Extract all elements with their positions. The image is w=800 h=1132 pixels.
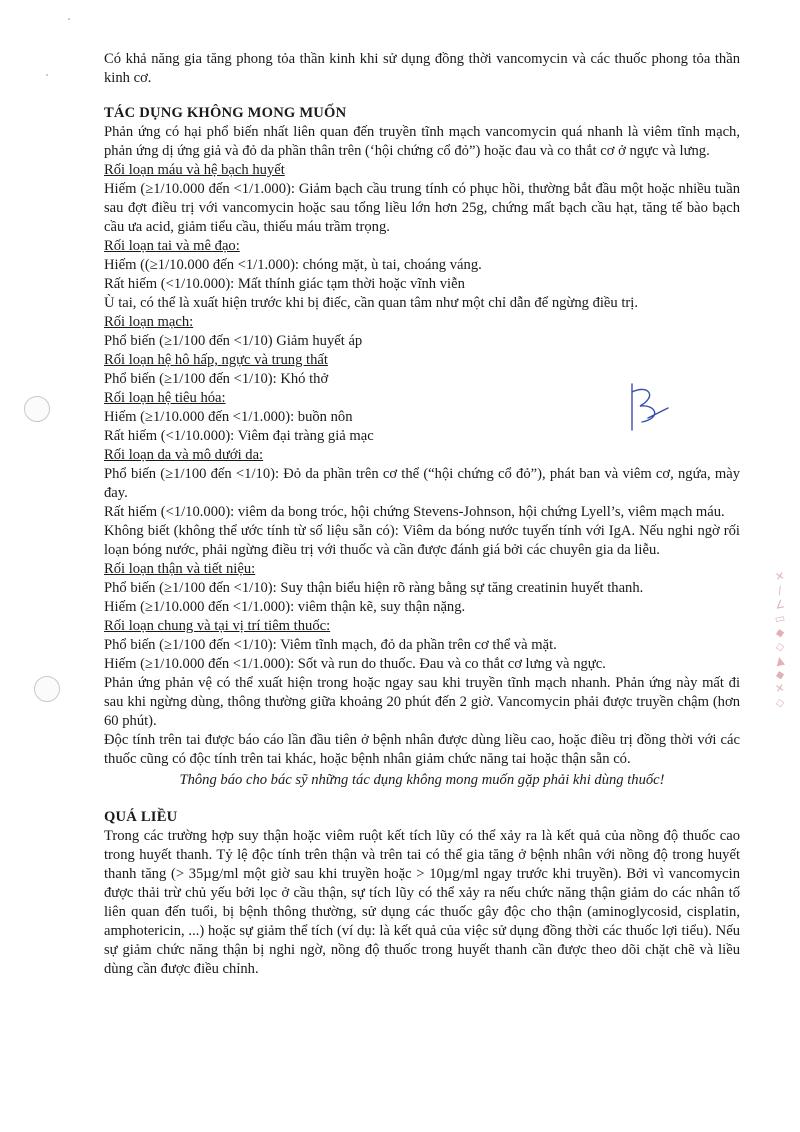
anaphylaxis-paragraph: Phản ứng phản vệ có thể xuất hiện trong hoặc ngay sau khi truyền tĩnh mạch nhanh. Phản ứng này mất đi sau khi ngừng dùng, thông thường giữa khoảng 20 phút đến 2 giờ. Vancomycin phải được truyền chậm (hơn 60 phút). (104, 675, 740, 729)
blood-disorders-rare: Hiếm (≥1/10.000 đến <1/1.000): Giảm bạch cầu trung tính có phục hồi, thường bắt đầu một hoặc nhiều tuần sau đợt điều trị với vancomycin hoặc sau tổng liều lớn hơn 25g, chứng mất bạch cầu hạt, tăng tế bào bạch cầu ưa acid, giảm tiểu cầu, thiếu máu trầm trọng. (104, 181, 740, 235)
skin-disorders-heading: Rối loạn da và mô dưới da: (104, 447, 264, 463)
renal-disorders-common: Phổ biến (≥1/100 đến <1/10): Suy thận biểu hiện rõ ràng bằng sự tăng creatinin huyết thanh. (104, 580, 644, 596)
ear-disorders-note: Ù tai, có thể là xuất hiện trước khi bị điếc, cần quan tâm như một chỉ dẫn để ngừng điều trị. (104, 295, 638, 311)
respiratory-disorders-heading: Rối loạn hệ hô hấp, ngực và trung thất (104, 352, 328, 368)
renal-disorders-rare: Hiếm (≥1/10.000 đến <1/1.000): viêm thận kẽ, suy thận nặng. (104, 599, 466, 615)
overdose-heading: QUÁ LIỀU (104, 809, 178, 825)
blood-disorders-heading: Rối loạn máu và hệ bạch huyết (104, 162, 285, 178)
general-disorders-common: Phổ biến (≥1/100 đến <1/10): Viêm tĩnh mạch, đỏ da phần trên cơ thể và mặt. (104, 637, 557, 653)
renal-disorders-heading: Rối loạn thận và tiết niệu: (104, 561, 256, 577)
gi-disorders-heading: Rối loạn hệ tiêu hóa: (104, 390, 226, 406)
document-body (104, 50, 740, 979)
skin-disorders-common: Phổ biến (≥1/100 đến <1/10): Đỏ da phần trên cơ thể (“hội chứng cổ đỏ”), phát ban và viêm cơ, ngứa, mày đay. (104, 466, 740, 501)
punch-hole (24, 396, 50, 422)
skin-disorders-very-rare: Rất hiếm (<1/10.000): viêm da bong tróc, hội chứng Stevens-Johnson, hội chứng Lyell’s, viêm mạch máu. (104, 504, 725, 520)
adverse-effects-notice: Thông báo cho bác sỹ những tác dụng không mong muốn gặp phải khi dùng thuốc! (179, 772, 665, 788)
ototoxicity-paragraph: Độc tính trên tai được báo cáo lần đầu tiên ở bệnh nhân được dùng liều cao, hoặc điều trị đồng thời với các thuốc cũng có độc tính trên tai khác, hoặc bệnh nhân giảm chức năng tai hoặc thận sẵn có. (104, 732, 740, 767)
adverse-effects-heading: TÁC DỤNG KHÔNG MONG MUỐN (104, 105, 347, 121)
vascular-disorders-common: Phổ biến (≥1/100 đến <1/10) Giảm huyết áp (104, 333, 363, 349)
signature-mark (618, 378, 678, 438)
respiratory-disorders-common: Phổ biến (≥1/100 đến <1/10): Khó thở (104, 371, 329, 387)
scan-speck (68, 18, 70, 20)
ear-disorders-rare: Hiếm ((≥1/10.000 đến <1/1.000): chóng mặt, ù tai, choáng váng. (104, 257, 482, 273)
punch-hole (34, 676, 60, 702)
interaction-note: Có khả năng gia tăng phong tỏa thần kinh khi sử dụng đồng thời vancomycin và các thuốc phong tỏa thần kinh cơ. (104, 51, 740, 86)
gi-disorders-very-rare: Rất hiếm (<1/10.000): Viêm đại tràng giả mạc (104, 428, 374, 444)
ear-disorders-very-rare: Rất hiếm (<1/10.000): Mất thính giác tạm thời hoặc vĩnh viễn (104, 276, 465, 292)
general-disorders-heading: Rối loạn chung và tại vị trí tiêm thuốc: (104, 618, 331, 634)
gi-disorders-rare: Hiếm (≥1/10.000 đến <1/1.000): buồn nôn (104, 409, 353, 425)
ear-disorders-heading: Rối loạn tai và mê đạo: (104, 238, 240, 254)
overdose-paragraph: Trong các trường hợp suy thận hoặc viêm ruột kết tích lũy có thể xảy ra là kết quả của nồng độ thuốc cao trong huyết thanh. Tỷ lệ độc tính trên thận và trên tai có thể gia tăng ở bệnh nhân với nồng độ trong huyết thanh tăng (> 35µg/ml một giờ sau khi truyền hoặc > 10µg/ml ngay trước khi truyền). Bởi vì vancomycin được thải trừ chủ yếu bởi lọc ở cầu thận, sự tích lũy có thể xảy ra nếu chức năng thận giảm do các nhân tố liên quan đến tuổi, bị bệnh thông thường, sử dụng các thuốc gây độc cho thận (aminoglycosid, cisplatin, amphotericin, ...) hoặc sự giảm thể tích (ví dụ: là kết quả của việc sử dụng đồng thời các thuốc lợi tiểu). Nếu sự giảm chức năng thận bị nghi ngờ, nồng độ thuốc trong huyết thanh cần được theo dõi chặt chẽ và liều dùng cần được điều chỉnh. (104, 828, 740, 977)
general-disorders-rare: Hiếm (≥1/10.000 đến <1/1.000): Sốt và run do thuốc. Đau và co thắt cơ lưng và ngực. (104, 656, 606, 672)
adverse-effects-intro: Phản ứng có hại phổ biến nhất liên quan đến truyền tĩnh mạch vancomycin quá nhanh là viêm tĩnh mạch, phản ứng dị ứng giả và đỏ da phần thân trên (‘hội chứng cổ đỏ”) hoặc đau và co thắt cơ ở ngực và lưng. (104, 124, 740, 159)
scan-speck (46, 74, 48, 76)
skin-disorders-unknown: Không biết (không thể ước tính từ số liệu sẵn có): Viêm da bóng nước tuyến tính với IgA. Nếu nghi ngờ rối loạn bóng nước, phải ngừng điều trị với thuốc và cần được đánh giá bởi các chuyên gia da liễu. (104, 523, 740, 558)
stamp-mark: ✕ / ∠ ▭ ◆ ◇ ▲ ◆ ✕ ◇ (773, 569, 787, 710)
vascular-disorders-heading: Rối loạn mạch: (104, 314, 194, 330)
